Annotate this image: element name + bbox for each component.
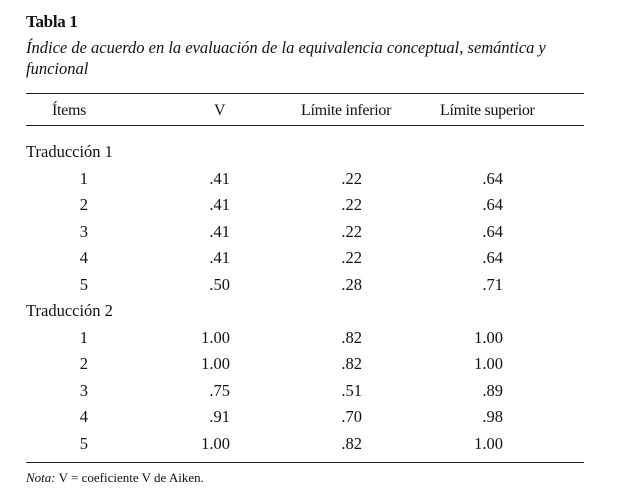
cell-item: 4 [79,407,88,426]
cell-lower: .28 [341,274,362,294]
cell-item: 1 [79,168,88,188]
cell-lower: .22 [341,168,362,188]
cell-upper: .89 [482,380,503,400]
cell-upper: .64 [482,248,503,267]
note-label: Nota: [26,470,56,485]
cell-v: .91 [209,407,230,426]
cell-v: .50 [209,274,230,294]
header-v: V [214,102,226,119]
cell-upper: .64 [482,168,503,188]
cell-v: .41 [209,221,230,241]
table-caption: Índice de acuerdo en la evaluación de la equivalencia conceptual, semántica y funcional [26,38,546,78]
cell-lower: .70 [341,407,362,426]
cell-upper: 1.00 [474,327,503,347]
cell-item: 5 [79,433,88,453]
note-text: V = coeficiente V de Aiken. [55,470,204,485]
cell-item: 1 [79,327,88,347]
header-lower-limit: Límite inferior [301,102,392,119]
cell-item: 3 [79,221,88,241]
cell-lower: .82 [341,433,362,453]
header-items: Ítems [52,102,87,119]
section-title: Traducción 2 [26,301,113,320]
table-note [26,470,204,486]
cell-upper: .98 [482,407,503,426]
cell-item: 5 [79,274,88,294]
cell-upper: .71 [482,274,503,294]
cell-upper: .64 [482,195,503,214]
cell-upper: 1.00 [474,354,503,373]
bottom-rule [26,462,584,463]
cell-lower: .22 [341,248,362,267]
cell-v: .41 [209,168,230,188]
cell-item: 3 [79,380,88,400]
cell-upper: .64 [482,221,503,241]
top-rule [26,93,584,94]
cell-v: 1.00 [201,327,230,347]
header-rule [26,125,584,126]
cell-v: .41 [209,195,230,214]
cell-lower: .82 [341,327,362,347]
table-label: Tabla 1 [26,12,78,31]
cell-lower: .51 [341,380,362,400]
section-title: Traducción 1 [26,142,113,161]
cell-v: 1.00 [201,433,230,453]
cell-v: .41 [209,248,230,267]
cell-item: 4 [79,248,88,267]
cell-v: 1.00 [201,354,230,373]
cell-lower: .22 [341,195,362,214]
cell-lower: .82 [341,354,362,373]
cell-item: 2 [79,354,88,373]
cell-upper: 1.00 [474,433,503,453]
cell-item: 2 [79,195,88,214]
header-upper-limit: Límite superior [440,102,535,119]
cell-lower: .22 [341,221,362,241]
cell-v: .75 [209,380,230,400]
